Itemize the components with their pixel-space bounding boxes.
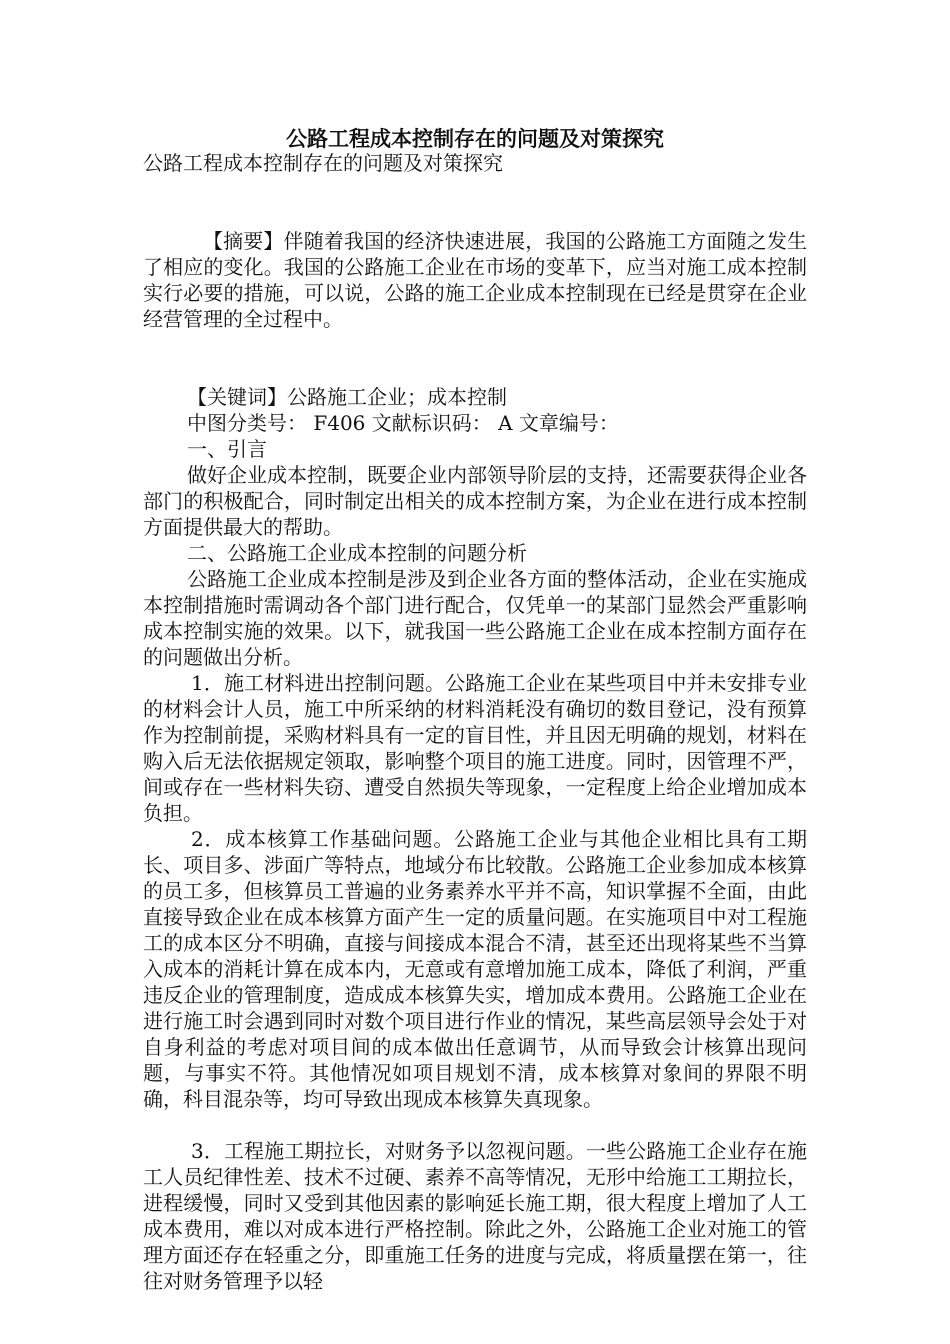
blank-spacer	[143, 1112, 807, 1138]
blank-spacer	[143, 176, 807, 228]
introduction-paragraph: 做好企业成本控制，既要企业内部领导阶层的支持，还需要获得企业各部门的积极配合，同时制定出相关的成本控制方案，为企业在进行成本控制方面提供最大的帮助。	[143, 463, 807, 539]
abstract-paragraph: 【摘要】伴随着我国的经济快速进展，我国的公路施工方面随之发生了相应的变化。我国的公路施工企业在市场的变革下，应当对施工成本控制实行必要的措施，可以说，公路的施工企业成本控制现在已经是贯穿在企业经营管理的全过程中。	[143, 229, 807, 331]
section-heading-problem-analysis: 二、公路施工企业成本控制的问题分析	[187, 541, 527, 565]
keywords-line: 【关键词】公路施工企业；成本控制	[187, 385, 507, 409]
classification-line: 中图分类号： F406 文献标识码： A 文章编号：	[187, 411, 619, 435]
list-item-materials-control: 1．施工材料进出控制问题。公路施工企业在某些项目中并未安排专业的材料会计人员，施工中所采纳的材料消耗没有确切的数目登记，没有预算作为控制前提，采购材料具有一定的盲目性，并且因无明确的规划，材料在购入后无法依据规定领取，影响整个项目的施工进度。同时，因管理不严，间或存在一些材料失窃、遭受自然损失等现象，一定程度上给企业增加成本负担。	[143, 671, 807, 825]
list-item-cost-accounting: 2．成本核算工作基础问题。公路施工企业与其他企业相比具有工期长、项目多、涉面广等特点，地域分布比较散。公路施工企业参加成本核算的员工多，但核算员工普遍的业务素养水平并不高，知识掌握不全面，由此直接导致企业在成本核算方面产生一定的质量问题。在实施项目中对工程施工的成本区分不明确，直接与间接成本混合不清，甚至还出现将某些不当算入成本的消耗计算在成本内，无意或有意增加施工成本，降低了利润，严重违反企业的管理制度，造成成本核算失实，增加成本费用。公路施工企业在进行施工时会遇到同时对数个项目进行作业的情况，某些高层领导会处于对自身利益的考虑对项目间的成本做出任意调节，从而导致会计核算出现问题，与事实不符。其他情况如项目规划不清，成本核算对象间的界限不明确，科目混杂等，均可导致出现成本核算失真现象。	[143, 827, 807, 1111]
list-item-construction-period: 3．工程施工期拉长，对财务予以忽视问题。一些公路施工企业存在施工人员纪律性差、技术不过硬、素养不高等情况，无形中给施工工期拉长，进程缓慢，同时又受到其他因素的影响延长施工期，很大程度上增加了人工成本费用，难以对成本进行严格控制。除此之外，公路施工企业对施工的管理方面还存在轻重之分，即重施工任务的进度与完成，将质量摆在第一，往往对财务管理予以轻	[143, 1139, 807, 1293]
document-subtitle: 公路工程成本控制存在的问题及对策探究	[143, 151, 503, 175]
blank-spacer	[143, 332, 807, 384]
section-heading-introduction: 一、引言	[187, 437, 267, 461]
document-title: 公路工程成本控制存在的问题及对策探究	[286, 126, 664, 151]
document-body	[143, 150, 807, 1294]
problem-analysis-paragraph: 公路施工企业成本控制是涉及到企业各方面的整体活动，企业在实施成本控制措施时需调动各个部门进行配合，仅凭单一的某部门显然会严重影响成本控制实施的效果。以下，就我国一些公路施工企业在成本控制方面存在的问题做出分析。	[143, 567, 807, 669]
